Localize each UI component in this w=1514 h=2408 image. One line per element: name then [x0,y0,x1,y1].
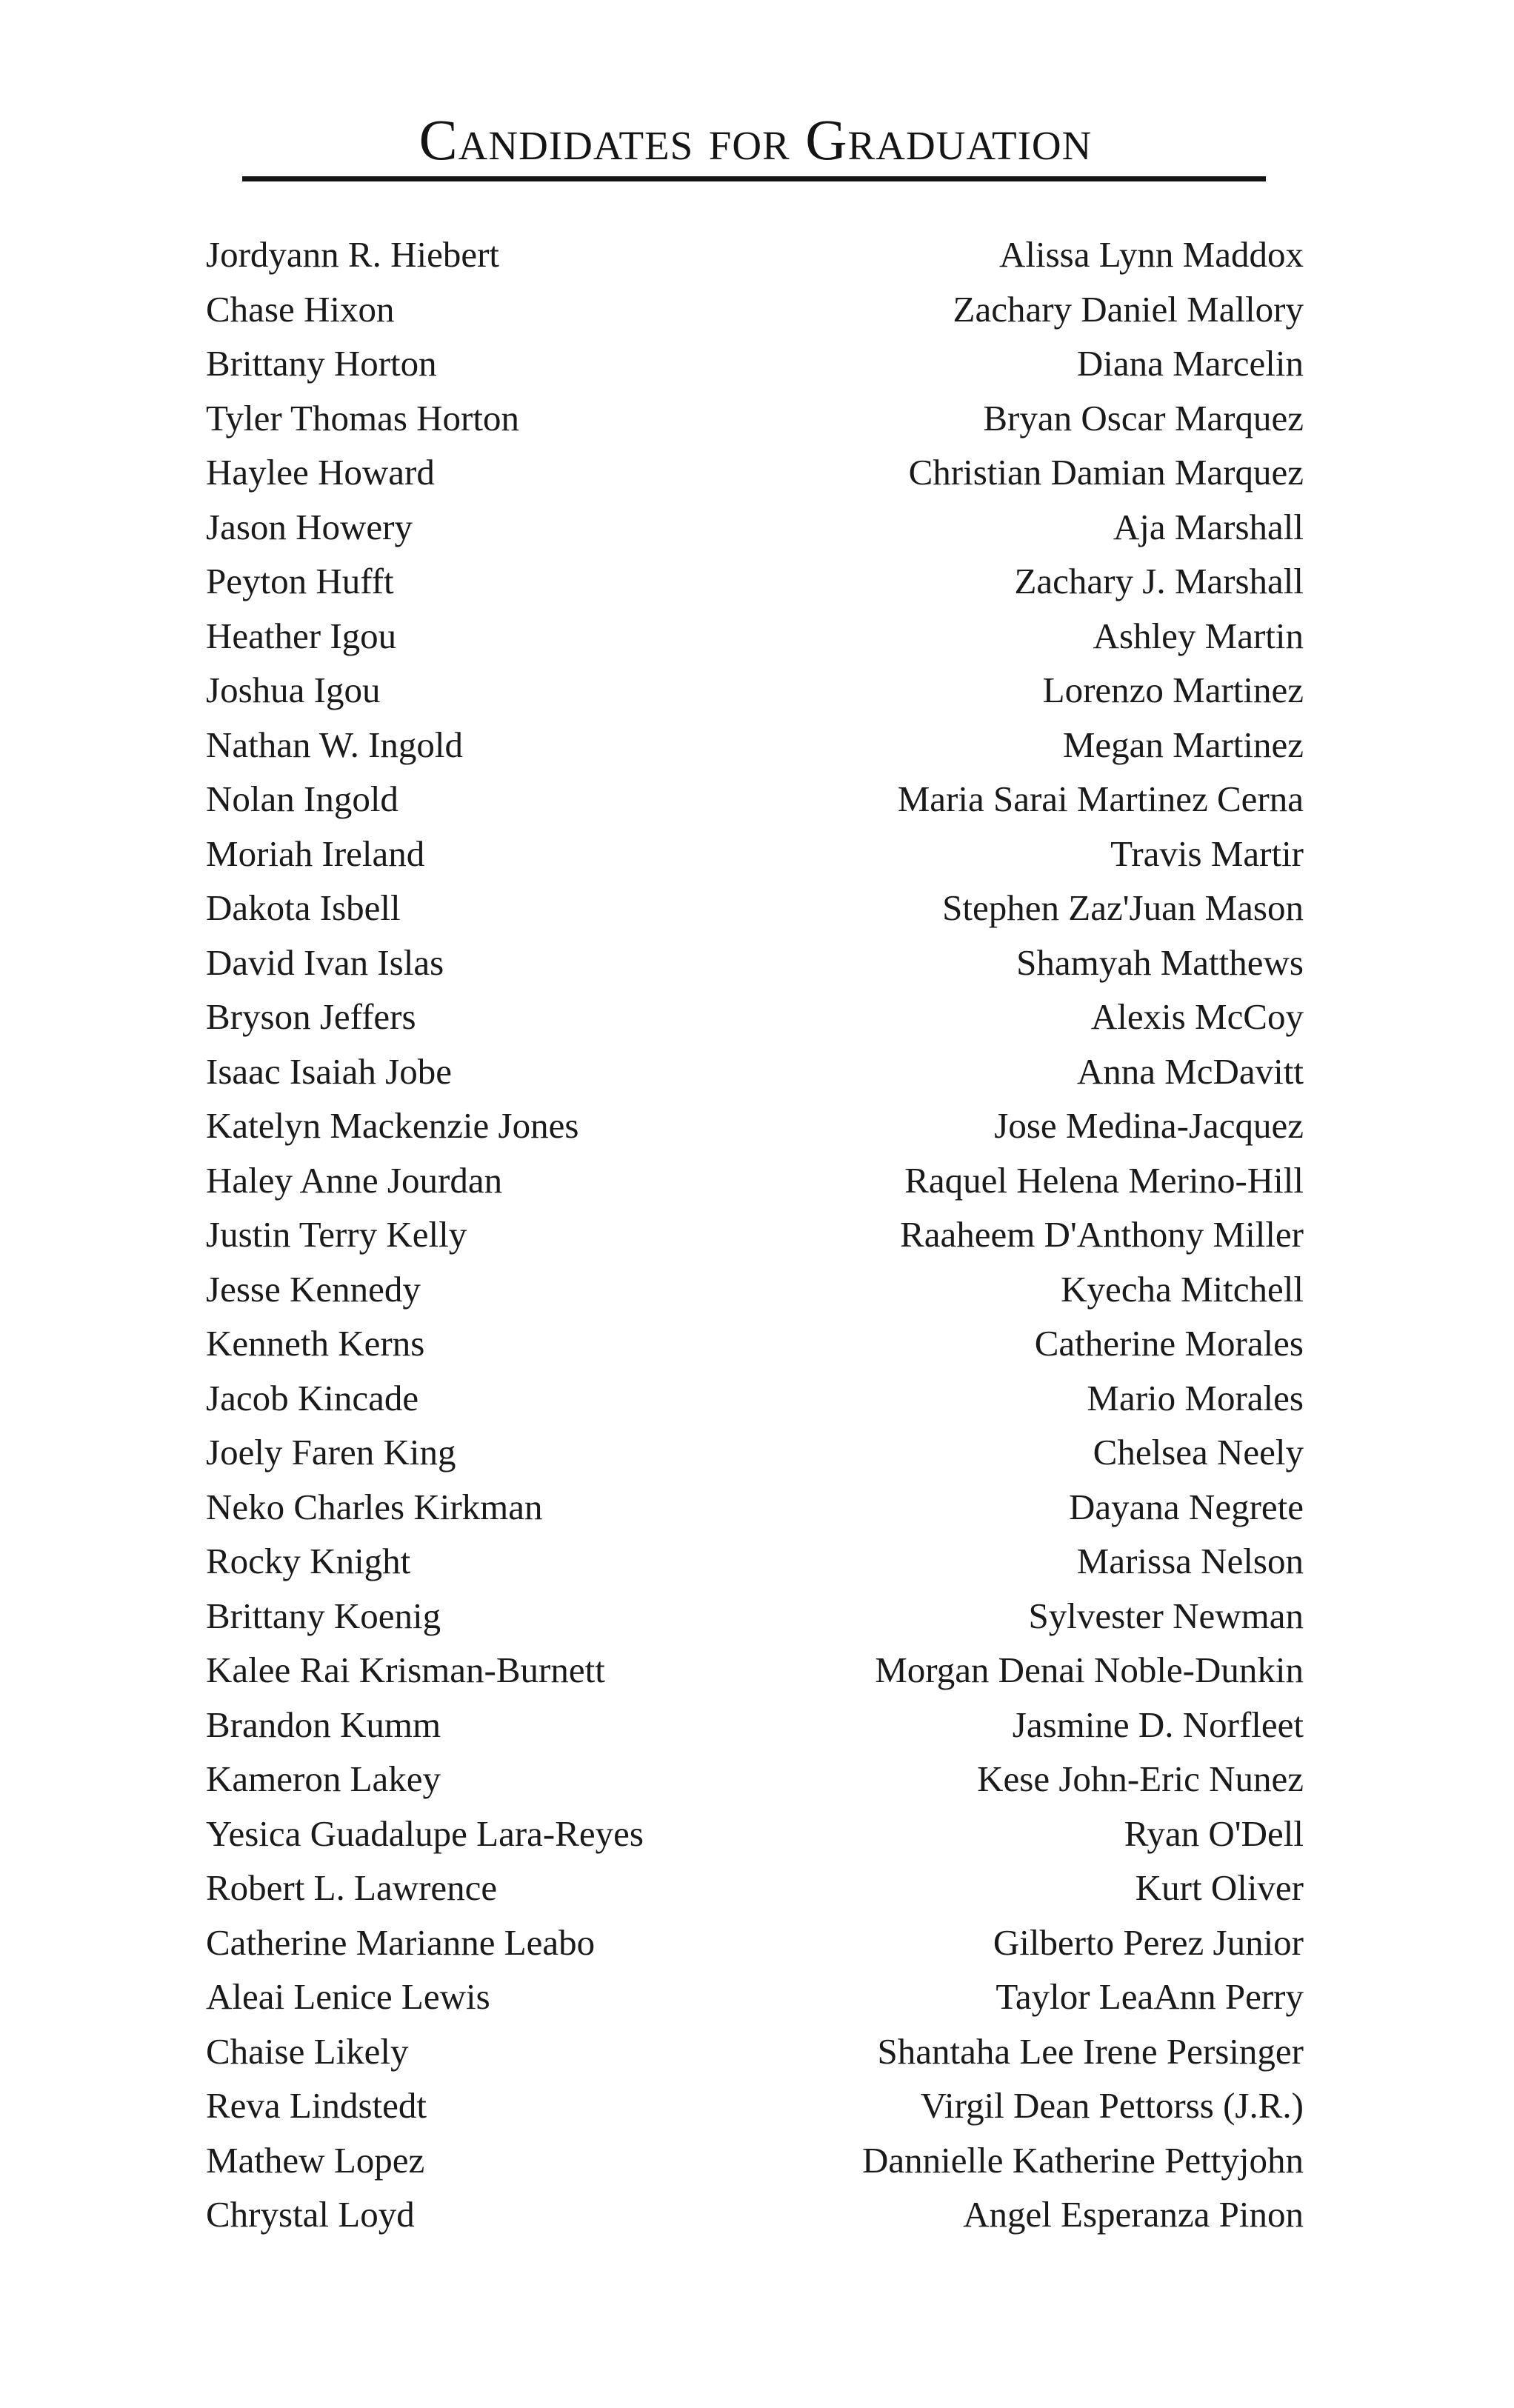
graduate-name: Robert L. Lawrence [206,1867,498,1908]
graduate-name: Brandon Kumm [206,1704,441,1745]
graduate-name: Haley Anne Jourdan [206,1159,503,1201]
graduate-name: Kameron Lakey [206,1758,441,1799]
graduate-name: Taylor LeaAnn Perry [996,1976,1304,2017]
graduate-name: Kyecha Mitchell [1061,1268,1304,1310]
graduate-name: Aleai Lenice Lewis [206,1976,490,2017]
graduate-name: Mario Morales [1087,1377,1304,1418]
graduate-name: Jasmine D. Norfleet [1012,1704,1304,1745]
graduate-name: Mathew Lopez [206,2139,425,2181]
graduate-name: Jacob Kincade [206,1377,419,1418]
graduate-name: Catherine Morales [1034,1323,1304,1364]
graduate-name: Reva Lindstedt [206,2085,427,2126]
graduate-name: Chrystal Loyd [206,2194,415,2235]
graduate-name: Kurt Oliver [1135,1867,1304,1908]
graduate-name: Alissa Lynn Maddox [998,234,1304,275]
graduate-name: Travis Martir [1110,833,1304,874]
graduate-name: Virgil Dean Pettorss (J.R.) [920,2085,1304,2126]
graduate-name: Maria Sarai Martinez Cerna [897,778,1304,819]
page-heading: Candidates for Graduation [418,107,1093,172]
graduate-name: Brittany Koenig [206,1595,441,1636]
graduate-name: Justin Terry Kelly [206,1214,467,1255]
graduate-name: Rocky Knight [206,1541,411,1581]
graduate-name: Chelsea Neely [1093,1432,1304,1473]
graduate-name: Sylvester Newman [1028,1595,1304,1636]
graduate-name: Kenneth Kerns [206,1323,425,1364]
graduate-name: Chaise Likely [206,2030,409,2072]
graduate-name: Aja Marshall [1113,506,1304,547]
graduate-name: Diana Marcelin [1076,343,1304,384]
graduate-name: Megan Martinez [1062,724,1304,765]
graduate-name: Zachary Daniel Mallory [953,288,1304,330]
graduate-name: Nolan Ingold [206,778,398,819]
graduate-name: Stephen Zaz'Juan Mason [942,887,1304,928]
graduate-name: Nathan W. Ingold [206,724,464,765]
graduate-name: Raquel Helena Merino-Hill [904,1159,1304,1201]
graduate-name: Lorenzo Martinez [1042,670,1304,710]
heading-underline [242,176,1266,181]
graduate-name: Chase Hixon [206,288,395,330]
graduate-name: Ashley Martin [1093,615,1304,656]
graduate-name: Katelyn Mackenzie Jones [206,1105,579,1146]
graduate-name: Heather Igou [206,615,397,656]
graduate-name: Bryan Oscar Marquez [983,397,1304,438]
graduate-name: Bryson Jeffers [206,996,416,1037]
right-name-column [862,227,1304,2242]
graduate-name: Christian Damian Marquez [908,452,1304,493]
graduate-name: Joely Faren King [206,1432,456,1473]
graduate-name: Catherine Marianne Leabo [206,1921,596,1963]
graduate-name: Shantaha Lee Irene Persinger [877,2030,1304,2072]
graduate-name: Tyler Thomas Horton [206,397,519,438]
graduate-name: Kalee Rai Krisman-Burnett [206,1650,605,1690]
graduate-name: Alexis McCoy [1090,996,1304,1037]
graduate-name: Dakota Isbell [206,887,401,928]
graduate-name: Neko Charles Kirkman [206,1486,543,1527]
graduate-name: Jordyann R. Hiebert [206,234,499,275]
graduate-name: Anna McDavitt [1076,1050,1304,1092]
graduate-name: Jesse Kennedy [206,1268,421,1310]
graduate-name: Jason Howery [206,506,413,547]
left-name-column [206,227,644,2242]
graduate-name: Zachary J. Marshall [1014,561,1304,601]
graduate-name: Moriah Ireland [206,833,425,874]
graduate-name: Peyton Hufft [206,561,394,601]
graduate-name: Joshua Igou [206,670,381,710]
graduate-name: Ryan O'Dell [1124,1812,1304,1854]
graduate-name: Haylee Howard [206,452,435,493]
graduate-name: Morgan Denai Noble-Dunkin [875,1650,1304,1690]
graduate-name: Jose Medina-Jacquez [994,1105,1304,1146]
graduate-name: Isaac Isaiah Jobe [206,1050,452,1092]
graduate-name: Brittany Horton [206,343,437,384]
graduate-name: Shamyah Matthews [1016,941,1304,983]
graduate-name: Dayana Negrete [1069,1486,1304,1527]
graduate-name: Angel Esperanza Pinon [963,2194,1304,2235]
graduate-name: Yesica Guadalupe Lara-Reyes [206,1812,644,1854]
graduate-name: Dannielle Katherine Pettyjohn [862,2139,1304,2181]
graduate-name: Marissa Nelson [1076,1541,1304,1581]
graduate-name: Raaheem D'Anthony Miller [900,1214,1304,1255]
graduate-name: David Ivan Islas [206,941,444,983]
graduate-name: Gilberto Perez Junior [993,1921,1304,1963]
graduate-name: Kese John-Eric Nunez [977,1758,1304,1799]
